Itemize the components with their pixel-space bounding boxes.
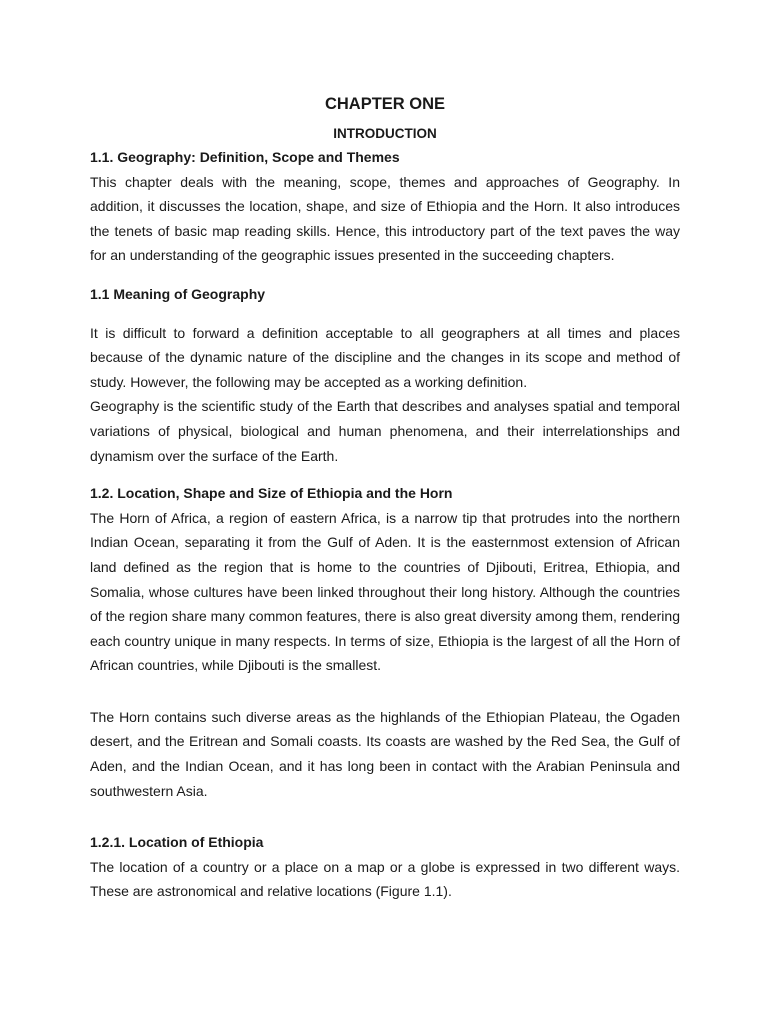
paragraph-horn-of-africa: The Horn of Africa, a region of eastern Africa, is a narrow tip that protrudes into the northern Indian Ocean, separating it from the Gulf of Aden. It is the easternmost extension of African land defined as the region that is home to the countries of Djibouti, Eritrea, Ethiopia, and Somalia, whose cultures have been linked throughout their long history. Although the countries of the region share many common features, there is also great diversity among them, rendering each country unique in many respects. In terms of size, Ethiopia is the largest of all the Horn of African countries, while Djibouti is the smallest.: [90, 509, 680, 674]
chapter-title: CHAPTER ONE: [324, 95, 446, 113]
paragraph-horn-areas: The Horn contains such diverse areas as the highlands of the Ethiopian Plateau, the Ogaden desert, and the Eritrean and Somali coasts. Its coasts are washed by the Red Sea, the Gulf of Aden, and the Indian Ocean, and it has long been in contact with the Arabian Peninsula and southwestern Asia.: [90, 708, 680, 799]
paragraph-geography-definition: Geography is the scientific study of the Earth that describes and analyses spatial and temporal variations of physical, biological and human phenomena, and their interrelationships and dynamism over the surface of the Earth.: [90, 398, 680, 464]
section-heading-meaning-of-geography: 1.1 Meaning of Geography: [90, 285, 266, 302]
section-heading-location-of-ethiopia: 1.2.1. Location of Ethiopia: [90, 834, 264, 851]
paragraph-location-ways: The location of a country or a place on a map or a globe is expressed in two different ways. These are astronomical and relative locations (Figure 1.1).: [90, 858, 680, 900]
introduction-title: INTRODUCTION: [333, 126, 437, 141]
section-heading-geography-definition: 1.1. Geography: Definition, Scope and Themes: [90, 149, 400, 165]
section-heading-location-shape-size: 1.2. Location, Shape and Size of Ethiopia and the Horn: [90, 485, 453, 502]
paragraph-definition-difficulty: It is difficult to forward a definition acceptable to all geographers at all times and places because of the dynamic nature of the discipline and the changes in its scope and method of study. However, the following may be accepted as a working definition.: [90, 324, 680, 390]
paragraph-chapter-overview: This chapter deals with the meaning, scope, themes and approaches of Geography. In addition, it discusses the location, shape, and size of Ethiopia and the Horn. It also introduces the tenets of basic map reading skills. Hence, this introductory part of the text paves the way for an understanding of the geographic issues presented in the succeeding chapters.: [90, 173, 680, 264]
